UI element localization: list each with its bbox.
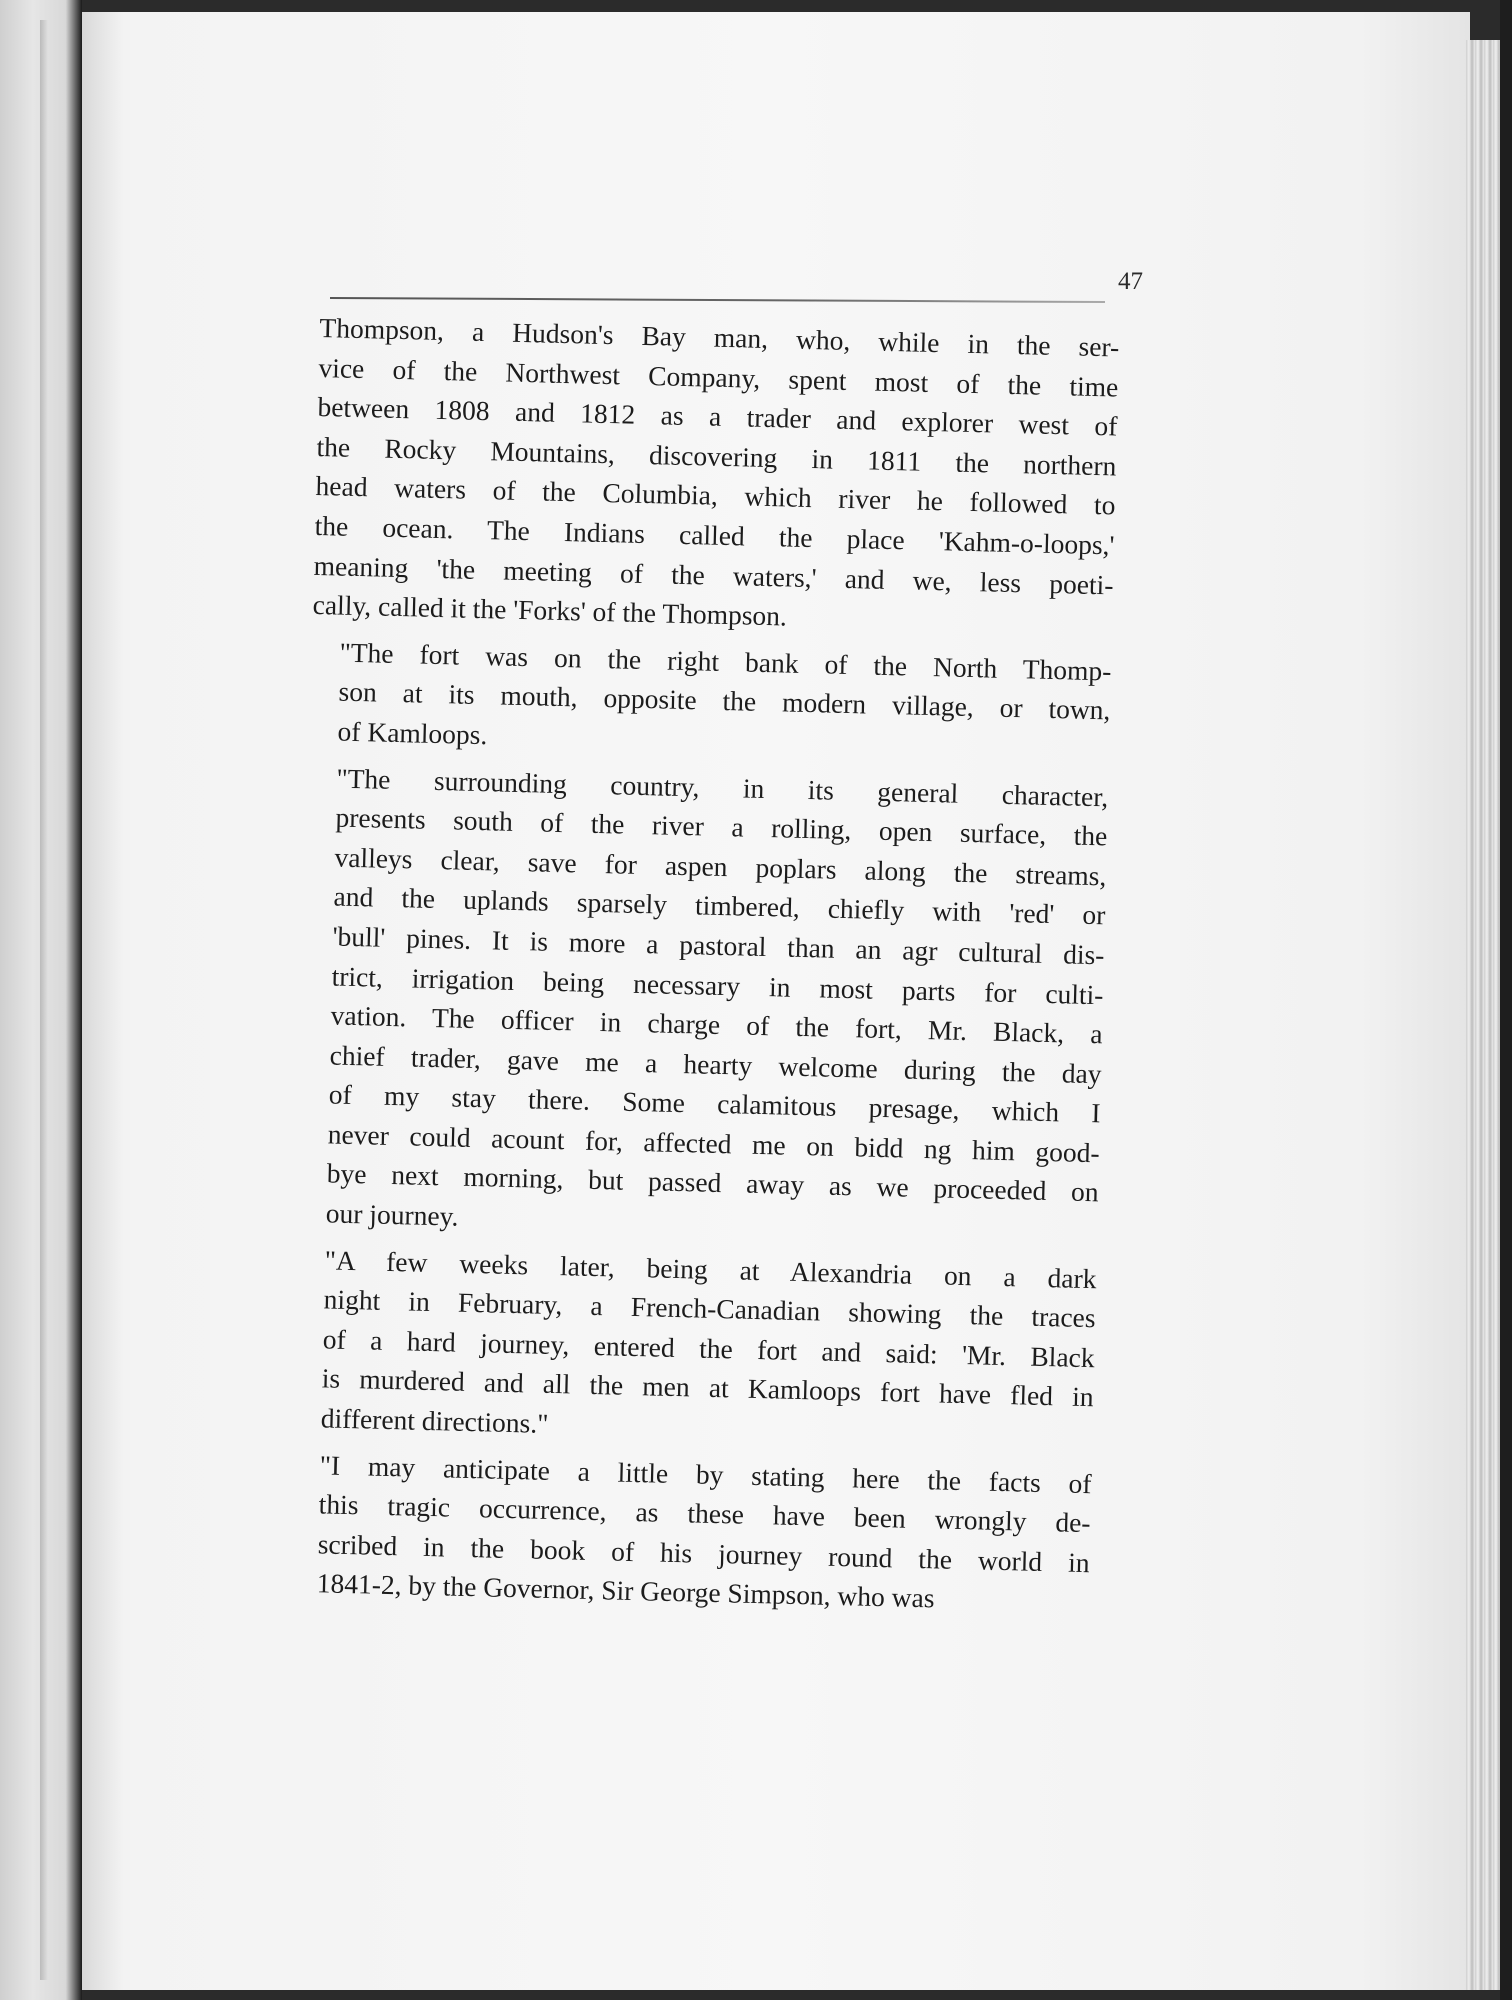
facing-page-margin [40,20,48,1980]
text-line: "The surrounding country, in its general character, [336,762,1109,812]
text-line: trict, irrigation being necessary in most parts for culti- [331,959,1104,1010]
text-line: 'bull' pines. It is more a pastoral than an agr cultural dis- [332,920,1105,971]
paragraph [292,1239,1097,1456]
text-line: this tragic occurrence, as these have been wrongly de- [318,1488,1091,1539]
text-line: "I may anticipate a little by stating here the facts of [319,1448,1092,1499]
text-line: the ocean. The Indians called the place 'Kahm-o-loops,' [314,509,1115,561]
page-number: 47 [1118,268,1143,295]
text-line: bye next morning, but passed away as we proceeded on [326,1157,1100,1208]
text-line: different directions." [320,1402,549,1439]
text-line: head waters of the Columbia, which river he followed to [315,470,1116,521]
text-line: vation. The officer in charge of the fort, Mr. Black, a [330,999,1103,1050]
text-line: is murdered and all the men at Kamloops fort have fled in [321,1362,1094,1413]
text-line: "The fort was on the right bank of the North Thomp- [339,636,1112,687]
paragraph [297,757,1108,1252]
scan-border [1500,0,1512,2000]
text-line: son at its mouth, opposite the modern village, or town, [338,675,1111,726]
text-line: of a hard journey, entered the fort and said: 'Mr. Black [322,1323,1095,1374]
text-line: meaning 'the meeting of the waters,' and we, less poeti- [313,549,1114,601]
text-line: between 1808 and 1812 as a trader and explorer west of [317,391,1118,442]
text-line: "A few weeks later, being at Alexandria on a dark [324,1244,1097,1294]
text-line: presents south of the river a rolling, open surface, the [335,801,1108,852]
text-line: night in February, a French-Canadian showing the traces [323,1283,1096,1334]
text-line: Thompson, a Hudson's Bay man, who, while in the ser- [319,311,1120,363]
paragraph [312,308,1120,644]
paragraph [288,1444,1092,1622]
paragraph [309,632,1112,770]
text-line: the Rocky Mountains, discovering in 1811 the northern [316,430,1117,482]
body-text [288,308,1120,1629]
text-line: our journey. [325,1197,459,1232]
text-line: never could acount for, affected me on bidd ng him good- [327,1118,1100,1169]
text-line: 1841-2, by the Governor, Sir George Simpson, who was [316,1567,935,1614]
text-line: cally, called it the 'Forks' of the Thompson. [312,589,788,632]
text-line: and the uplands sparsely timbered, chiefly with 'red' or [333,880,1106,931]
text-line: scribed in the book of his journey round the world in [317,1528,1090,1578]
text-line: of my stay there. Some calamitous presage, which I [328,1078,1101,1129]
text-line: chief trader, gave me a hearty welcome during the day [329,1039,1102,1090]
text-line: of Kamloops. [337,715,488,751]
text-line: vice of the Northwest Company, spent most of the time [318,351,1119,403]
text-line: valleys clear, save for aspen poplars along the streams, [334,841,1107,892]
